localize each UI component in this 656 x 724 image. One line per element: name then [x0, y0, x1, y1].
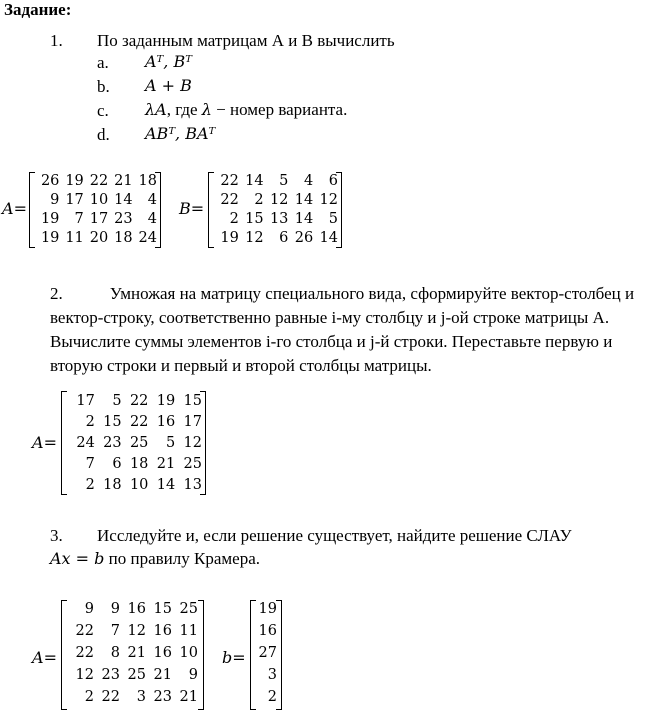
task1-matrix-b-label: B= [179, 199, 205, 218]
task3-text: Исследуйте и, если решение существует, найдите решение СЛАУ [97, 526, 572, 545]
matrix-row [68, 686, 198, 708]
matrix-row [68, 432, 202, 453]
matrix-cell: 5 [112, 392, 122, 409]
matrix-cell: 27 [258, 645, 277, 661]
matrix-row [35, 171, 157, 190]
matrix-row [255, 664, 277, 686]
matrix-cell: 26 [294, 229, 314, 246]
matrix-cell: 24 [76, 434, 95, 451]
item-c-suffix: , где [166, 100, 202, 119]
matrix-cell: 15 [153, 601, 172, 617]
matrix-cell: 12 [75, 667, 94, 683]
matrix-cell: 18 [138, 172, 157, 189]
matrix-row [68, 598, 198, 620]
item-c-letter: c. [97, 101, 109, 120]
task1-matrix-a [29, 172, 161, 248]
matrix-cell: 9 [50, 191, 60, 208]
matrix-row [214, 190, 338, 209]
matrix-cell: 22 [89, 172, 109, 189]
task2-number: 2. [50, 284, 63, 303]
matrix-cell: 9 [84, 601, 94, 617]
item-c-dash: − номер варианта. [211, 100, 348, 119]
matrix-row [214, 228, 338, 247]
matrix-cell: 25 [179, 601, 198, 617]
matrix-cell: 15 [183, 392, 202, 409]
matrix-cell: 22 [220, 172, 239, 189]
task1-matrix-a-table [35, 171, 157, 247]
matrix-cell: 12 [269, 191, 289, 208]
matrix-cell: 21 [179, 689, 198, 705]
item-b-letter: b. [97, 77, 110, 96]
matrix-cell: 14 [156, 476, 176, 493]
matrix-row [35, 228, 157, 247]
matrix-cell: 8 [110, 645, 120, 661]
matrix-cell: 4 [147, 191, 157, 208]
matrix-cell: 17 [89, 210, 109, 227]
matrix-cell: 23 [114, 210, 133, 227]
matrix-row [214, 171, 338, 190]
matrix-row [68, 474, 202, 495]
matrix-cell: 11 [179, 623, 198, 639]
matrix-cell: 16 [127, 601, 146, 617]
task3-vector-b-table [255, 598, 277, 708]
matrix-cell: 5 [279, 172, 289, 189]
task3-matrix-a [61, 600, 204, 710]
task1-matrix-b [208, 172, 342, 248]
item-a-letter: a. [97, 53, 109, 72]
matrix-cell: 22 [101, 689, 120, 705]
matrix-cell: 23 [153, 689, 172, 705]
matrix-cell: 13 [269, 210, 289, 227]
matrix-cell: 21 [153, 667, 172, 683]
matrix-cell: 19 [40, 229, 60, 246]
matrix-cell: 25 [127, 667, 146, 683]
matrix-cell: 14 [319, 229, 338, 246]
task2-matrix-a-label: A= [32, 433, 57, 452]
item-d-letter: d. [97, 125, 110, 144]
matrix-cell: 16 [153, 623, 172, 639]
matrix-cell: 2 [85, 413, 95, 430]
matrix-cell: 23 [103, 434, 122, 451]
matrix-cell: 10 [89, 191, 109, 208]
matrix-cell: 19 [65, 172, 84, 189]
matrix-cell: 19 [220, 229, 239, 246]
matrix-cell: 5 [328, 210, 338, 227]
matrix-row [255, 686, 277, 708]
matrix-cell: 12 [183, 434, 202, 451]
matrix-cell: 18 [114, 229, 133, 246]
matrix-row [68, 620, 198, 642]
matrix-cell: 23 [101, 667, 120, 683]
matrix-cell: 22 [220, 191, 239, 208]
matrix-cell: 2 [85, 476, 95, 493]
matrix-cell: 16 [156, 413, 176, 430]
matrix-cell: 19 [156, 392, 176, 409]
item-c-lambda: λ [201, 100, 212, 119]
matrix-cell: 22 [129, 413, 149, 430]
matrix-cell: 2 [267, 689, 277, 705]
item-c-line [145, 100, 347, 120]
matrix-row [68, 411, 202, 432]
matrix-cell: 7 [110, 623, 120, 639]
matrix-cell: 22 [129, 392, 149, 409]
matrix-row [68, 453, 202, 474]
matrix-cell: 10 [129, 476, 149, 493]
matrix-cell: 12 [245, 229, 264, 246]
task3-equation-line [50, 549, 260, 569]
matrix-cell: 19 [258, 601, 277, 617]
matrix-cell: 15 [103, 413, 122, 430]
matrix-cell: 6 [328, 172, 338, 189]
matrix-cell: 9 [188, 667, 198, 683]
item-a-expr: Aᵀ, Bᵀ [145, 52, 192, 71]
matrix-cell: 4 [147, 210, 157, 227]
matrix-cell: 13 [183, 476, 202, 493]
matrix-cell: 17 [76, 392, 95, 409]
matrix-cell: 26 [40, 172, 60, 189]
matrix-row [255, 620, 277, 642]
task3-equation: Ax = b [50, 549, 105, 568]
matrix-cell: 14 [114, 191, 133, 208]
task3-vector-b-label: b= [222, 648, 246, 667]
matrix-cell: 2 [254, 191, 264, 208]
matrix-cell: 15 [245, 210, 264, 227]
matrix-cell: 10 [179, 645, 198, 661]
matrix-cell: 24 [138, 229, 157, 246]
matrix-cell: 18 [129, 455, 149, 472]
matrix-row [68, 390, 202, 411]
page-title: Задание: [4, 0, 72, 19]
matrix-cell: 21 [156, 455, 176, 472]
task1-text: По заданным матрицам А и В вычислить [97, 31, 395, 50]
matrix-cell: 14 [294, 191, 314, 208]
task2-matrix-a-table [68, 390, 202, 495]
matrix-cell: 9 [110, 601, 120, 617]
matrix-cell: 12 [319, 191, 338, 208]
task2-text: Умножая на матрицу специального вида, сформируйте вектор-столбец и вектор-строку, соответственно равные i-му столбцу и j-ой строке матрицы А. Вычислите суммы элементов i-го столбца и j-й строки. Переставьте первую и вторую строки и первый и второй столбцы матрицы. [50, 284, 635, 375]
matrix-cell: 14 [294, 210, 314, 227]
matrix-cell: 11 [65, 229, 84, 246]
matrix-cell: 17 [65, 191, 84, 208]
matrix-cell: 17 [183, 413, 202, 430]
item-b-expr: A + B [145, 76, 192, 95]
task3-matrix-a-label: A= [32, 648, 57, 667]
matrix-cell: 20 [89, 229, 109, 246]
matrix-cell: 3 [267, 667, 277, 683]
matrix-cell: 25 [129, 434, 149, 451]
matrix-cell: 16 [258, 623, 277, 639]
matrix-cell: 21 [114, 172, 133, 189]
item-c-expr: λA [145, 100, 167, 119]
matrix-cell: 6 [279, 229, 289, 246]
matrix-cell: 18 [103, 476, 122, 493]
task1-matrix-a-label: A= [2, 199, 27, 218]
task3-number: 3. [50, 526, 63, 545]
matrix-cell: 16 [153, 645, 172, 661]
matrix-cell: 3 [136, 689, 146, 705]
matrix-cell: 2 [229, 210, 239, 227]
task1-matrix-b-table [214, 171, 338, 247]
matrix-cell: 21 [127, 645, 146, 661]
matrix-row [255, 642, 277, 664]
task2-paragraph [50, 282, 654, 378]
matrix-cell: 22 [75, 623, 94, 639]
matrix-cell: 7 [85, 455, 95, 472]
task3-matrix-a-table [68, 598, 198, 708]
item-d-expr: ABᵀ, BAᵀ [145, 124, 216, 143]
task3-equation-suffix: по правилу Крамера. [104, 549, 260, 568]
matrix-cell: 19 [40, 210, 60, 227]
matrix-row [35, 209, 157, 228]
matrix-row [35, 190, 157, 209]
matrix-cell: 7 [74, 210, 84, 227]
matrix-row [255, 598, 277, 620]
task1-number: 1. [50, 31, 63, 50]
matrix-cell: 5 [165, 434, 176, 451]
matrix-row [68, 642, 198, 664]
matrix-cell: 25 [183, 455, 202, 472]
task2-matrix-a [61, 391, 206, 495]
matrix-cell: 2 [84, 689, 94, 705]
matrix-row [214, 209, 338, 228]
matrix-cell: 4 [303, 172, 314, 189]
matrix-cell: 6 [112, 455, 122, 472]
matrix-cell: 12 [127, 623, 146, 639]
matrix-cell: 22 [75, 645, 94, 661]
matrix-row [68, 664, 198, 686]
matrix-cell: 14 [245, 172, 264, 189]
task3-vector-b [250, 600, 282, 710]
